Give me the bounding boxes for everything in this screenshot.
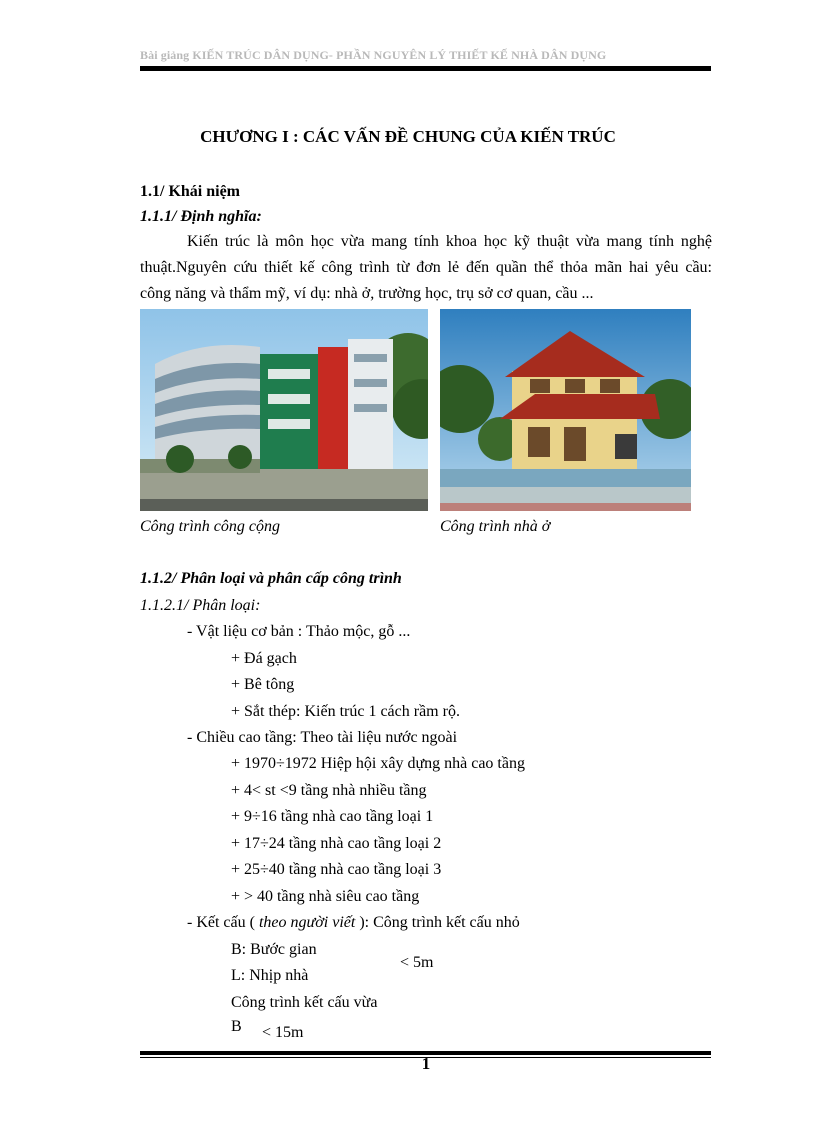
height-item: + > 40 tầng nhà siêu cao tầng (231, 888, 420, 905)
span-b-short: B (231, 1018, 242, 1035)
structure-heading (187, 910, 520, 936)
small-structure-limit: < 5m (400, 954, 434, 971)
height-item: + 4< st <9 tầng nhà nhiều tầng (231, 782, 427, 799)
height-item: + 25÷40 tầng nhà cao tầng loại 3 (231, 861, 442, 878)
definition-line-3: công năng và thẩm mỹ, ví dụ: nhà ở, trường học, trụ sở cơ quan, cầu ... (140, 285, 594, 302)
caption-public-building: Công trình công cộng (140, 518, 280, 535)
materials-item: + Đá gạch (231, 650, 297, 667)
height-item: + 9÷16 tầng nhà cao tầng loại 1 (231, 808, 434, 825)
height-heading: - Chiều cao tầng: Theo tài liệu nước ngoài (187, 729, 458, 746)
section-heading-1-1: 1.1/ Khái niệm (140, 183, 241, 200)
residential-house-photo (440, 309, 691, 511)
chapter-title: CHƯƠNG I : CÁC VẤN ĐỀ CHUNG CỦA KIẾN TRÚC (200, 127, 616, 146)
header-rule (140, 66, 711, 71)
public-building-photo (140, 309, 428, 511)
materials-heading: - Vật liệu cơ bản : Thảo mộc, gỗ ... (187, 623, 411, 640)
span-b-label: B: Bước gian (231, 941, 317, 958)
caption-residential-house: Công trình nhà ở (440, 518, 551, 535)
definition-line-1: Kiến trúc là môn học vừa mang tính khoa học kỹ thuật vừa mang tính nghệ (187, 233, 712, 250)
structure-suffix: ): Công trình kết cấu nhỏ (355, 914, 520, 931)
definition-paragraph (140, 229, 712, 307)
page-number: 1 (421, 1054, 431, 1073)
medium-structure-limit: < 15m (262, 1024, 304, 1041)
medium-structure-label: Công trình kết cấu vừa (231, 994, 378, 1011)
section-heading-1-1-1: 1.1.1/ Định nghĩa: (140, 208, 262, 225)
height-item: + 17÷24 tầng nhà cao tầng loại 2 (231, 835, 442, 852)
structure-prefix: - Kết cấu ( (187, 914, 259, 931)
span-l-label: L: Nhịp nhà (231, 967, 309, 984)
height-item: + 1970÷1972 Hiệp hội xây dựng nhà cao tầng (231, 755, 525, 772)
running-header: Bài giảng KIẾN TRÚC DÂN DỤNG- PHẦN NGUYÊN LÝ THIẾT KẾ NHÀ DÂN DỤNG (140, 48, 607, 62)
materials-item: + Sắt thép: Kiến trúc 1 cách rầm rộ. (231, 703, 460, 720)
structure-note: theo người viết (258, 914, 356, 931)
section-heading-1-1-2: 1.1.2/ Phân loại và phân cấp công trình (140, 570, 402, 587)
materials-item: + Bê tông (231, 676, 295, 693)
definition-line-2: thuật.Nguyên cứu thiết kế công trình từ đơn lẻ đến quần thể thỏa mãn hai yêu cầu: (140, 259, 712, 276)
section-heading-1-1-2-1: 1.1.2.1/ Phân loại: (140, 597, 261, 614)
